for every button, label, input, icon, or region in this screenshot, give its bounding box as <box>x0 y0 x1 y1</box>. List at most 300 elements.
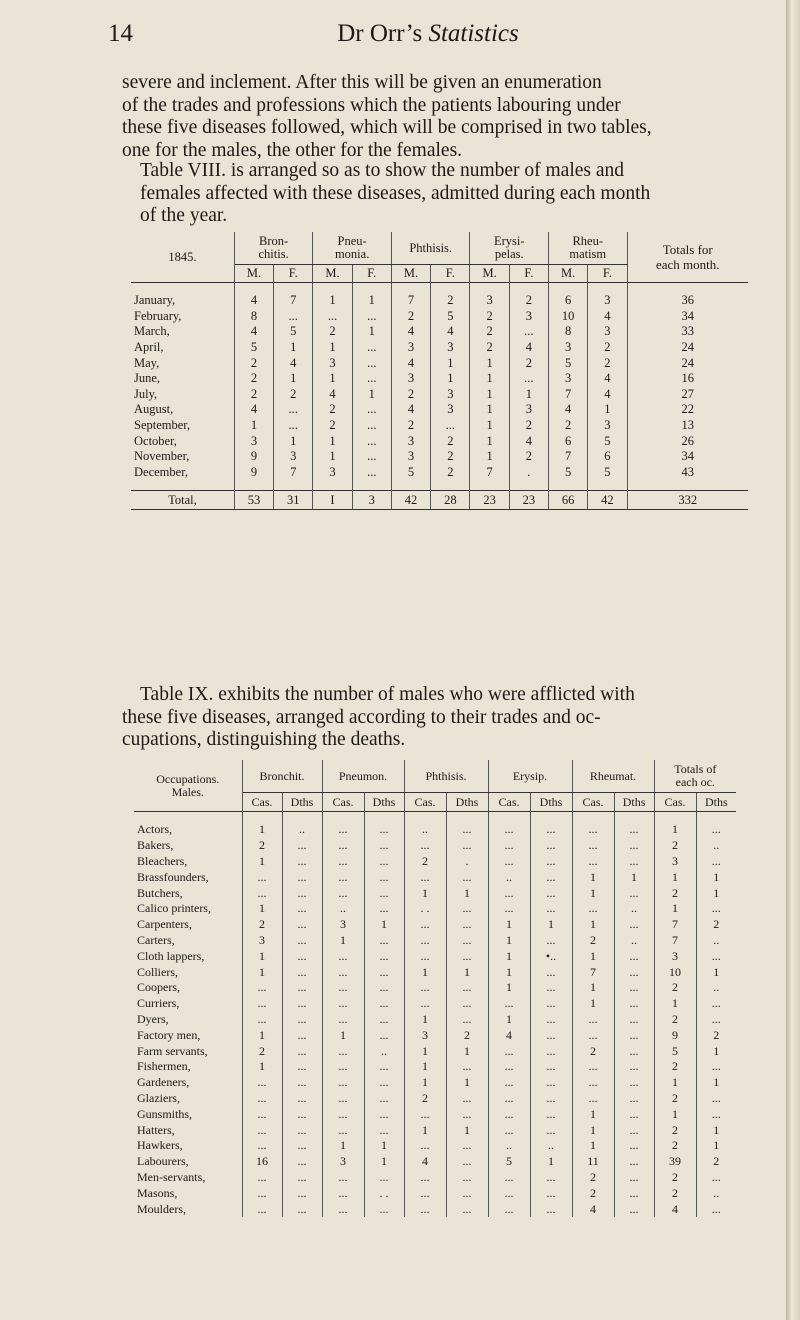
count-cell: ... <box>614 1201 654 1217</box>
count-cell: ... <box>282 1012 322 1028</box>
count-cell: ... <box>282 854 322 870</box>
count-cell: .. <box>488 1138 530 1154</box>
count-cell: 2 <box>548 418 587 434</box>
occupation-label: Bakers, <box>134 838 242 854</box>
count-cell: 1 <box>446 964 488 980</box>
month-total: 13 <box>681 418 694 433</box>
occupation-row <box>134 885 736 901</box>
count-cell: .. <box>713 932 720 947</box>
count-cell: 3 <box>404 1027 446 1043</box>
count-cell: ... <box>364 838 404 854</box>
count-cell: 3 <box>509 309 548 325</box>
count-cell: 4 <box>234 324 273 340</box>
occupation-row <box>134 980 736 996</box>
occupation-row <box>134 838 736 854</box>
count-cell: ... <box>364 1059 404 1075</box>
count-cell: 3 <box>391 433 430 449</box>
count-cell: 3 <box>391 340 430 356</box>
occupation-label: Farm servants, <box>134 1043 242 1059</box>
count-cell: 11 <box>572 1154 614 1170</box>
count-cell: ... <box>322 1201 364 1217</box>
count-cell: 5 <box>548 355 587 371</box>
count-cell: ... <box>364 996 404 1012</box>
group-header: Bronchit. <box>242 760 322 793</box>
count-cell: ... <box>530 901 572 917</box>
running-title-italic: Statistics <box>428 20 519 47</box>
group-header: Pneumon. <box>322 760 404 793</box>
occupation-row <box>134 1075 736 1091</box>
sub-header-m: M. <box>313 265 352 283</box>
count-cell: 4 <box>404 1154 446 1170</box>
count-cell: ... <box>242 1201 282 1217</box>
count-cell: ... <box>572 1059 614 1075</box>
count-cell: 3 <box>234 433 273 449</box>
count-cell: 2 <box>274 387 313 403</box>
count-cell: 2 <box>391 418 430 434</box>
count-cell: 4 <box>234 402 273 418</box>
count-cell: 1 <box>470 449 509 465</box>
count-cell: 1 <box>470 433 509 449</box>
count-cell: ... <box>313 309 352 325</box>
count-cell: . <box>446 854 488 870</box>
count-cell: ... <box>614 1185 654 1201</box>
count-cell: ... <box>614 1027 654 1043</box>
table9-description <box>122 684 742 752</box>
count-cell: ... <box>446 917 488 933</box>
text-line: Table IX. exhibits the number of males who were afflicted with <box>140 684 635 705</box>
count-cell: .. <box>404 822 446 838</box>
count-cell: ... <box>530 933 572 949</box>
count-cell: ... <box>488 1075 530 1091</box>
count-cell: ... <box>711 901 721 916</box>
count-cell: 9 <box>234 449 273 465</box>
count-cell: 1 <box>404 964 446 980</box>
sub-header-deaths: Dths <box>530 793 572 812</box>
sub-header-cases: Cas. <box>654 793 696 812</box>
count-cell: 2 <box>588 340 627 356</box>
count-cell: 3 <box>322 917 364 933</box>
count-cell: ... <box>530 1043 572 1059</box>
count-cell: ... <box>614 1059 654 1075</box>
count-cell: 1 <box>572 1138 614 1154</box>
count-cell: 4 <box>509 340 548 356</box>
count-cell: ... <box>322 964 364 980</box>
count-cell: ... <box>446 1154 488 1170</box>
count-cell: 5 <box>431 309 470 325</box>
month-row <box>131 418 748 434</box>
count-cell: 1 <box>313 293 352 309</box>
count-cell: 1 <box>404 1075 446 1091</box>
count-cell: 2 <box>431 449 470 465</box>
count-cell: ... <box>572 1075 614 1091</box>
running-title <box>108 20 748 48</box>
count-cell: ... <box>364 1091 404 1107</box>
count-cell: 2 <box>509 418 548 434</box>
text-line: these five diseases, arranged according to their trades and oc- <box>122 706 601 728</box>
count-cell: ... <box>364 1027 404 1043</box>
total-label: Total, <box>131 491 234 510</box>
occupation-label: Actors, <box>134 822 242 838</box>
count-cell: .. <box>364 1043 404 1059</box>
count-cell: 1 <box>404 1012 446 1028</box>
count-cell: ... <box>352 355 391 371</box>
count-cell: 1 <box>530 1154 572 1170</box>
count-cell: 2 <box>391 309 430 325</box>
occupation-label: Glaziers, <box>134 1091 242 1107</box>
count-cell: 1 <box>572 948 614 964</box>
occupation-label: Gunsmiths, <box>134 1106 242 1122</box>
count-cell: •.. <box>530 948 572 964</box>
count-cell: 2 <box>713 917 720 932</box>
count-cell: 1 <box>431 355 470 371</box>
count-cell: ... <box>364 1170 404 1186</box>
count-cell: ... <box>446 901 488 917</box>
count-cell: 2 <box>470 340 509 356</box>
count-cell: ... <box>488 1106 530 1122</box>
count-cell: ... <box>352 371 391 387</box>
group-header: Phthisis. <box>391 232 470 265</box>
count-cell: 2 <box>234 371 273 387</box>
count-cell: 1 <box>654 996 696 1012</box>
count-cell: 6 <box>548 293 587 309</box>
count-cell: 1 <box>404 1059 446 1075</box>
count-cell: ... <box>446 838 488 854</box>
count-cell: ... <box>614 854 654 870</box>
occupation-row <box>134 1059 736 1075</box>
occupation-row <box>134 933 736 949</box>
count-cell: 1 <box>654 822 696 838</box>
count-cell: ... <box>446 1138 488 1154</box>
count-cell: 3 <box>431 402 470 418</box>
count-cell: ... <box>404 917 446 933</box>
count-cell: 5 <box>654 1043 696 1059</box>
text-line: these five diseases followed, which will be comprised in two tables, <box>122 117 652 138</box>
count-cell: 2 <box>713 1027 720 1042</box>
count-cell: 1 <box>654 869 696 885</box>
occupation-label: Hawkers, <box>134 1138 242 1154</box>
month-row <box>131 293 748 309</box>
count-cell: ... <box>446 1201 488 1217</box>
total-cell: 42 <box>391 491 430 510</box>
count-cell: ... <box>242 1138 282 1154</box>
count-cell: 8 <box>548 324 587 340</box>
count-cell: 7 <box>548 387 587 403</box>
totals-header-line2: each month. <box>655 257 720 272</box>
count-cell: 2 <box>654 1185 696 1201</box>
count-cell: ... <box>282 964 322 980</box>
count-cell: 2 <box>654 838 696 854</box>
count-cell: ... <box>322 1075 364 1091</box>
count-cell: ... <box>282 917 322 933</box>
count-cell: 1 <box>322 1138 364 1154</box>
count-cell: ... <box>322 1059 364 1075</box>
month-row <box>131 324 748 340</box>
sub-header-cases: Cas. <box>404 793 446 812</box>
occupation-label: Butchers, <box>134 885 242 901</box>
count-cell: ... <box>488 1043 530 1059</box>
count-cell: 2 <box>313 418 352 434</box>
count-cell: ... <box>404 996 446 1012</box>
count-cell: 2 <box>654 1138 696 1154</box>
count-cell: ... <box>614 838 654 854</box>
count-cell: 1 <box>322 1027 364 1043</box>
count-cell: ... <box>572 901 614 917</box>
count-cell: ... <box>274 309 313 325</box>
count-cell: ... <box>352 418 391 434</box>
occupation-label: Men-servants, <box>134 1170 242 1186</box>
count-cell: ... <box>711 853 721 868</box>
group-header: Erysip. <box>488 760 572 793</box>
count-cell: ... <box>404 1201 446 1217</box>
count-cell: 4 <box>391 402 430 418</box>
table8-description <box>122 160 742 228</box>
count-cell: 1 <box>242 854 282 870</box>
table-ix <box>134 760 736 1217</box>
count-cell: 2 <box>242 838 282 854</box>
count-cell: 3 <box>391 449 430 465</box>
count-cell: 1 <box>446 1122 488 1138</box>
occupation-label: Fishermen, <box>134 1059 242 1075</box>
table-viii <box>131 232 748 510</box>
count-cell: 8 <box>234 309 273 325</box>
month-total: 36 <box>681 293 694 308</box>
count-cell: 1 <box>352 293 391 309</box>
count-cell: 1 <box>654 1075 696 1091</box>
count-cell: 2 <box>588 355 627 371</box>
sub-header-cases: Cas. <box>488 793 530 812</box>
occupation-row <box>134 948 736 964</box>
count-cell: 2 <box>713 1154 720 1169</box>
count-cell: 4 <box>509 433 548 449</box>
count-cell: 39 <box>654 1154 696 1170</box>
count-cell: .. <box>530 1138 572 1154</box>
count-cell: ... <box>572 1027 614 1043</box>
page-header <box>108 20 748 56</box>
count-cell: ... <box>282 901 322 917</box>
count-cell: ... <box>614 1138 654 1154</box>
count-cell: ... <box>572 838 614 854</box>
count-cell: 1 <box>713 964 720 979</box>
count-cell: ... <box>488 1059 530 1075</box>
count-cell: ... <box>322 1043 364 1059</box>
total-cell: 23 <box>509 491 548 510</box>
count-cell: .. <box>488 869 530 885</box>
count-cell: 6 <box>548 433 587 449</box>
count-cell: ... <box>322 1012 364 1028</box>
count-cell: 3 <box>391 371 430 387</box>
count-cell: 6 <box>588 449 627 465</box>
count-cell: 4 <box>391 355 430 371</box>
count-cell: 3 <box>242 933 282 949</box>
count-cell: ... <box>509 324 548 340</box>
count-cell: 2 <box>404 854 446 870</box>
count-cell: ... <box>242 885 282 901</box>
occupation-row <box>134 822 736 838</box>
page-number: 14 <box>108 20 133 47</box>
count-cell: ... <box>614 1154 654 1170</box>
count-cell: 4 <box>391 324 430 340</box>
month-total: 16 <box>681 371 694 386</box>
count-cell: ... <box>364 869 404 885</box>
count-cell: .. <box>713 1185 720 1200</box>
count-cell: 1 <box>352 324 391 340</box>
text-line: females affected with these diseases, admitted during each month <box>140 182 651 204</box>
count-cell: ... <box>530 1122 572 1138</box>
year-header: 1845. <box>131 232 234 283</box>
count-cell: ... <box>614 964 654 980</box>
occupation-label: Gardeners, <box>134 1075 242 1091</box>
count-cell: 1 <box>404 885 446 901</box>
occupation-label: Carpenters, <box>134 917 242 933</box>
count-cell: ... <box>488 996 530 1012</box>
count-cell: ... <box>322 885 364 901</box>
count-cell: ... <box>322 996 364 1012</box>
count-cell: 1 <box>242 964 282 980</box>
count-cell: 1 <box>274 433 313 449</box>
count-cell: 3 <box>548 340 587 356</box>
count-cell: ... <box>242 1012 282 1028</box>
count-cell: ... <box>488 1091 530 1107</box>
occupation-label: Dyers, <box>134 1012 242 1028</box>
count-cell: 1 <box>572 996 614 1012</box>
count-cell: 1 <box>242 1059 282 1075</box>
count-cell: ... <box>614 948 654 964</box>
count-cell: 2 <box>391 387 430 403</box>
count-cell: 2 <box>431 465 470 481</box>
count-cell: ... <box>282 1138 322 1154</box>
count-cell: 9 <box>654 1027 696 1043</box>
count-cell: 4 <box>654 1201 696 1217</box>
month-total: 24 <box>681 355 694 370</box>
count-cell: 4 <box>313 387 352 403</box>
count-cell: 2 <box>313 402 352 418</box>
month-label: April, <box>131 340 234 356</box>
count-cell: ... <box>530 1170 572 1186</box>
text-line: cupations, distinguishing the deaths. <box>122 729 406 750</box>
count-cell: ... <box>530 1106 572 1122</box>
count-cell: ... <box>242 1122 282 1138</box>
count-cell: 1 <box>572 980 614 996</box>
count-cell: 1 <box>242 1027 282 1043</box>
month-row <box>131 371 748 387</box>
count-cell: 1 <box>713 1075 720 1090</box>
month-total: 33 <box>681 324 694 339</box>
group-header: Erysi- pelas. <box>470 232 549 265</box>
count-cell: ... <box>711 822 721 837</box>
count-cell: 1 <box>713 869 720 884</box>
count-cell: 5 <box>274 324 313 340</box>
count-cell: 3 <box>588 293 627 309</box>
count-cell: 2 <box>234 387 273 403</box>
count-cell: ... <box>364 854 404 870</box>
occupation-row <box>134 1012 736 1028</box>
count-cell: ... <box>322 854 364 870</box>
count-cell: ... <box>614 1122 654 1138</box>
count-cell: 2 <box>431 293 470 309</box>
count-cell: 1 <box>572 917 614 933</box>
count-cell: ... <box>364 1122 404 1138</box>
month-label: November, <box>131 449 234 465</box>
count-cell: ... <box>242 1106 282 1122</box>
count-cell: ... <box>274 418 313 434</box>
count-cell: ... <box>282 980 322 996</box>
count-cell: 1 <box>713 1138 720 1153</box>
count-cell: 3 <box>431 387 470 403</box>
total-cell: 3 <box>352 491 391 510</box>
count-cell: 7 <box>548 449 587 465</box>
count-cell: 3 <box>548 371 587 387</box>
count-cell: 5 <box>391 465 430 481</box>
sub-header-cases: Cas. <box>242 793 282 812</box>
count-cell: . . <box>364 1185 404 1201</box>
count-cell: ... <box>282 1170 322 1186</box>
occupation-row <box>134 854 736 870</box>
count-cell: ... <box>404 1170 446 1186</box>
count-cell: ... <box>446 822 488 838</box>
month-label: February, <box>131 309 234 325</box>
count-cell: 1 <box>313 449 352 465</box>
count-cell: 3 <box>654 948 696 964</box>
count-cell: ... <box>530 1185 572 1201</box>
count-cell: 2 <box>446 1027 488 1043</box>
count-cell: ... <box>282 1201 322 1217</box>
count-cell: 1 <box>470 418 509 434</box>
count-cell: 1 <box>713 885 720 900</box>
occupation-label: Bleachers, <box>134 854 242 870</box>
total-cell: 42 <box>588 491 627 510</box>
count-cell: 2 <box>509 449 548 465</box>
count-cell: 2 <box>242 1043 282 1059</box>
count-cell: 10 <box>654 964 696 980</box>
count-cell: ... <box>530 1012 572 1028</box>
count-cell: 1 <box>488 964 530 980</box>
count-cell: 3 <box>313 465 352 481</box>
count-cell: 3 <box>509 402 548 418</box>
month-row <box>131 433 748 449</box>
count-cell: 1 <box>431 371 470 387</box>
count-cell: ... <box>404 1185 446 1201</box>
count-cell: ... <box>530 838 572 854</box>
count-cell: 2 <box>404 1091 446 1107</box>
month-total: 26 <box>681 433 694 448</box>
count-cell: 2 <box>654 980 696 996</box>
count-cell: 1 <box>274 371 313 387</box>
count-cell: ... <box>446 1059 488 1075</box>
count-cell: ... <box>404 933 446 949</box>
count-cell: 1 <box>242 901 282 917</box>
count-cell: ... <box>572 1012 614 1028</box>
count-cell: ... <box>322 1122 364 1138</box>
sub-header-m: M. <box>391 265 430 283</box>
count-cell: ... <box>322 869 364 885</box>
count-cell: ... <box>488 1185 530 1201</box>
count-cell: 2 <box>572 933 614 949</box>
month-total: 34 <box>681 308 694 323</box>
occupation-row <box>134 1122 736 1138</box>
sub-header-f: F. <box>352 265 391 283</box>
count-cell: 4 <box>488 1027 530 1043</box>
count-cell: 2 <box>572 1170 614 1186</box>
count-cell: 2 <box>313 324 352 340</box>
count-cell: 4 <box>274 355 313 371</box>
count-cell: 3 <box>470 293 509 309</box>
count-cell: ... <box>352 309 391 325</box>
count-cell: ... <box>530 885 572 901</box>
count-cell: ... <box>282 869 322 885</box>
group-header: Pneu- monia. <box>313 232 392 265</box>
sub-header-deaths: Dths <box>696 793 736 812</box>
count-cell: ... <box>364 980 404 996</box>
